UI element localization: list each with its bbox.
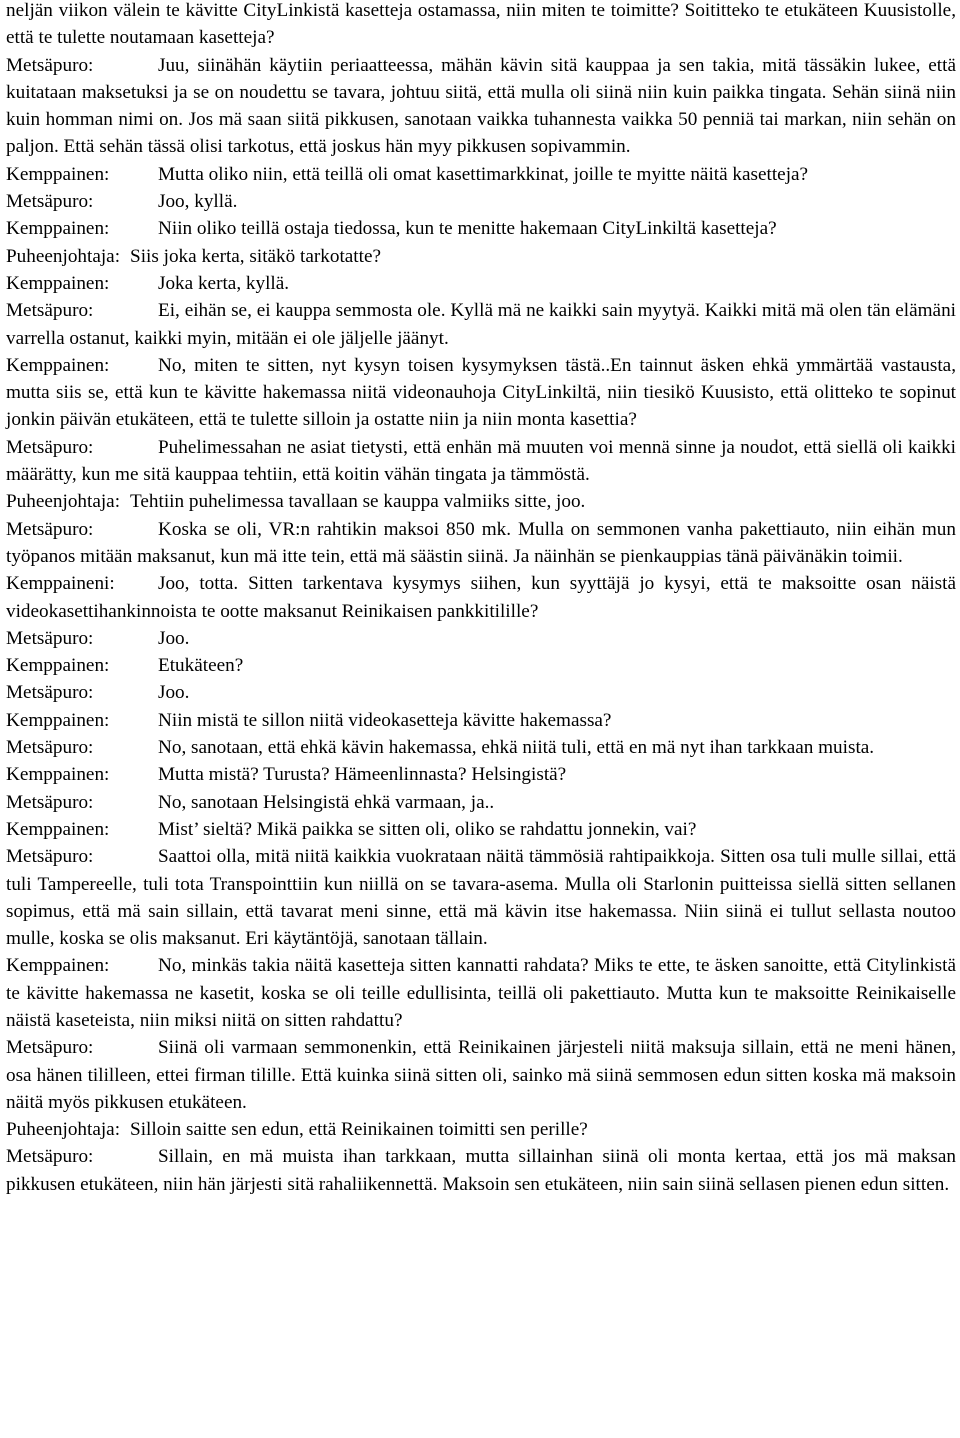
transcript-entry — [6, 734, 956, 761]
speaker-label: Metsäpuro: — [6, 791, 94, 813]
entry-text: No, sanotaan Helsingistä ehkä varmaan, ja.. — [158, 791, 495, 813]
transcript-entry — [6, 570, 956, 625]
speaker-label: Kemppainen: — [6, 272, 110, 294]
speaker-label: Puheenjohtaja: — [6, 245, 121, 267]
transcript-entry — [6, 707, 956, 734]
transcript-entry — [6, 188, 956, 215]
speaker-label: Metsäpuro: — [6, 191, 94, 213]
transcript-entry — [6, 516, 956, 571]
speaker-label: Puheenjohtaja: — [6, 491, 121, 513]
transcript-entry — [6, 0, 956, 52]
speaker-label: Metsäpuro: — [6, 300, 94, 322]
transcript-entry — [6, 816, 956, 843]
entry-text: Juu, siinähän käytiin periaatteessa, mähän kävin sitä kauppaa ja sen takia, mitä tässäkin lukee, että kuitataan maksetuksi ja se on noudettu se tavara, johtuu siitä, että mulla oli siinä niin kuin paikka tingata. Sehän siinä niin kuin homman nimi on. Jos mä saan siitä pikkusen, sanotaan vaikka tuhannesta vaikka 50 penniä tai markan, niin sehän on paljon. Että sehän tässä olisi tarkotus, että joskus hän myy pikkusen sopivammin. — [6, 54, 956, 158]
entry-text: Silloin saitte sen edun, että Reinikainen toimitti sen perille? — [130, 1119, 588, 1141]
transcript-entry — [6, 1116, 956, 1143]
transcript-entry — [6, 434, 956, 489]
speaker-label: Kemppainen: — [6, 218, 110, 240]
speaker-label: Kemppainen: — [6, 709, 110, 731]
entry-text: No, minkäs takia näitä kasetteja sitten kannatti rahdata? Miks te ette, te äsken sanoitte, että Citylinkistä te kävitte hakemassa ne kasetit, koska se oli teille edullisinta, teillä oli pakettiauto. Mutta kun te maksoitte Reinikaiselle näistä kaseteista, niin miksi niitä on sitten rahdattu? — [6, 955, 956, 1031]
speaker-label: Metsäpuro: — [6, 54, 94, 76]
speaker-label: Kemppainen: — [6, 655, 110, 677]
transcript-entry — [6, 1143, 956, 1198]
transcript-entry — [6, 161, 956, 188]
speaker-label: Puheenjohtaja: — [6, 1119, 121, 1141]
speaker-label: Metsäpuro: — [6, 1146, 94, 1168]
entry-text: Niin mistä te sillon niitä videokasetteja kävitte hakemassa? — [158, 709, 612, 731]
transcript-entry — [6, 352, 956, 434]
entry-text: Joo, totta. Sitten tarkentava kysymys siihen, kun syyttäjä jo kysyi, että te maksoitte osan näistä videokasettihankinnoista te ootte maksanut Reinikaisen pankkitilille? — [6, 573, 956, 622]
speaker-label: Metsäpuro: — [6, 737, 94, 759]
entry-text: Joka kerta, kyllä. — [158, 272, 290, 294]
transcript-entry — [6, 652, 956, 679]
entry-text: Tehtiin puhelimessa tavallaan se kauppa valmiiks sitte, joo. — [130, 491, 586, 513]
transcript-entry — [6, 297, 956, 352]
transcript-entry — [6, 1034, 956, 1116]
entry-text: Siis joka kerta, sitäkö tarkotatte? — [130, 245, 381, 267]
transcript-entry — [6, 761, 956, 788]
transcript-entry — [6, 215, 956, 242]
speaker-label: Kemppainen: — [6, 354, 110, 376]
entry-text: Saattoi olla, mitä niitä kaikkia vuokrataan näitä tämmösiä rahtipaikkoja. Sitten osa tuli mulle sillai, että tuli Tampereelle, tuli tota Transpointtiin kun niillä on se tavara-asema. Mulla oli Starlonin puitteissa siellä sitten sellanen sopimus, että mä sain sillain, että tavarat meni sinne, että mä kävin itse hakemassa. Niin siinä ei tullut sellasta noutoo mulle, koska se olis maksanut. Eri käytäntöjä, sanotaan tällain. — [6, 846, 956, 950]
transcript-entry — [6, 488, 956, 515]
entry-text: Koska se oli, VR:n rahtikin maksoi 850 mk. Mulla on semmonen vanha pakettiauto, niin eihän mun työpanos mitään maksanut, kun mä itte tein, että mä säästin siinä. Ja näinhän se pienkauppias tänä päivänäkin toimii. — [6, 518, 956, 567]
entry-text: Ei, eihän se, ei kauppa semmosta ole. Kyllä mä ne kaikki sain myytyä. Kaikki mitä mä olen tän elämäni varrella ostanut, kaikki myin, mitään ei ole jäljelle jäänyt. — [6, 300, 956, 349]
speaker-label: Metsäpuro: — [6, 1037, 94, 1059]
entry-text: neljän viikon välein te kävitte CityLinkistä kasetteja ostamassa, niin miten te toimitte? Soititteko te etukäteen Kuusistolle, että te tulette noutamaan kasetteja? — [6, 0, 956, 49]
entry-text: Joo. — [158, 682, 190, 704]
transcript-entry — [6, 625, 956, 652]
transcript-page — [6, 0, 956, 1198]
speaker-label: Kemppaineni: — [6, 573, 115, 595]
entry-text: Niin oliko teillä ostaja tiedossa, kun te menitte hakemaan CityLinkiltä kasetteja? — [158, 218, 777, 240]
entry-text: Etukäteen? — [158, 655, 244, 677]
speaker-label: Kemppainen: — [6, 955, 110, 977]
entry-text: Mutta oliko niin, että teillä oli omat kasettimarkkinat, joille te myitte näitä kasetteja? — [158, 163, 809, 185]
entry-text: Joo, kyllä. — [158, 191, 238, 213]
speaker-label: Metsäpuro: — [6, 627, 94, 649]
transcript-entry — [6, 789, 956, 816]
entry-text: Mutta mistä? Turusta? Hämeenlinnasta? Helsingistä? — [158, 764, 567, 786]
transcript-entry — [6, 243, 956, 270]
speaker-label: Kemppainen: — [6, 764, 110, 786]
speaker-label: Kemppainen: — [6, 163, 110, 185]
entry-text: Sillain, en mä muista ihan tarkkaan, mutta sillainhan siinä oli monta kertaa, että jos mä maksan pikkusen etukäteen, niin hän järjesti sitä rahaliikennettä. Maksoin sen etukäteen, niin sain siinä sellasen pienen edun sitten. — [6, 1146, 956, 1195]
speaker-label: Metsäpuro: — [6, 846, 94, 868]
entry-text: No, sanotaan, että ehkä kävin hakemassa, ehkä niitä tuli, että en mä nyt ihan tarkkaan muista. — [158, 737, 875, 759]
speaker-label: Metsäpuro: — [6, 682, 94, 704]
transcript-entry — [6, 679, 956, 706]
entry-text: Puhelimessahan ne asiat tietysti, että enhän mä muuten voi mennä sinne ja noudot, että siellä oli kaikki määrätty, kun me sitä kauppaa tehtiin, että koitin vähän tingata ja tämmöstä. — [6, 436, 956, 486]
speaker-label: Metsäpuro: — [6, 518, 94, 540]
entry-text: Siinä oli varmaan semmonenkin, että Reinikainen järjesteli niitä maksuja sillain, että ne meni hänen, osa hänen tililleen, ettei firman tilille. Että kuinka siinä sitten oli, sainko mä siinä semmosen edun sitten koska mä maksoin näitä myös pikkusen etukäteen. — [6, 1037, 956, 1113]
transcript-entry — [6, 270, 956, 297]
transcript-entry — [6, 52, 956, 161]
entry-text: No, miten te sitten, nyt kysyn toisen kysymyksen tästä..En tainnut äsken ehkä ymmärtää vastausta, mutta siis se, että kun te kävitte hakemassa niitä videonauhoja CityLinkiltä, niin tiesikö Kuusisto, että olitteko te sopinut jonkin päivän etukäteen, että te tulette silloin ja ostatte niin ja niin monta kasettia? — [6, 354, 956, 431]
entry-text: Joo. — [158, 627, 190, 649]
speaker-label: Kemppainen: — [6, 818, 110, 840]
transcript-entry — [6, 843, 956, 952]
speaker-label: Metsäpuro: — [6, 436, 94, 458]
entry-text: Mist’ sieltä? Mikä paikka se sitten oli, oliko se rahdattu jonnekin, vai? — [158, 818, 697, 840]
transcript-entry — [6, 952, 956, 1034]
